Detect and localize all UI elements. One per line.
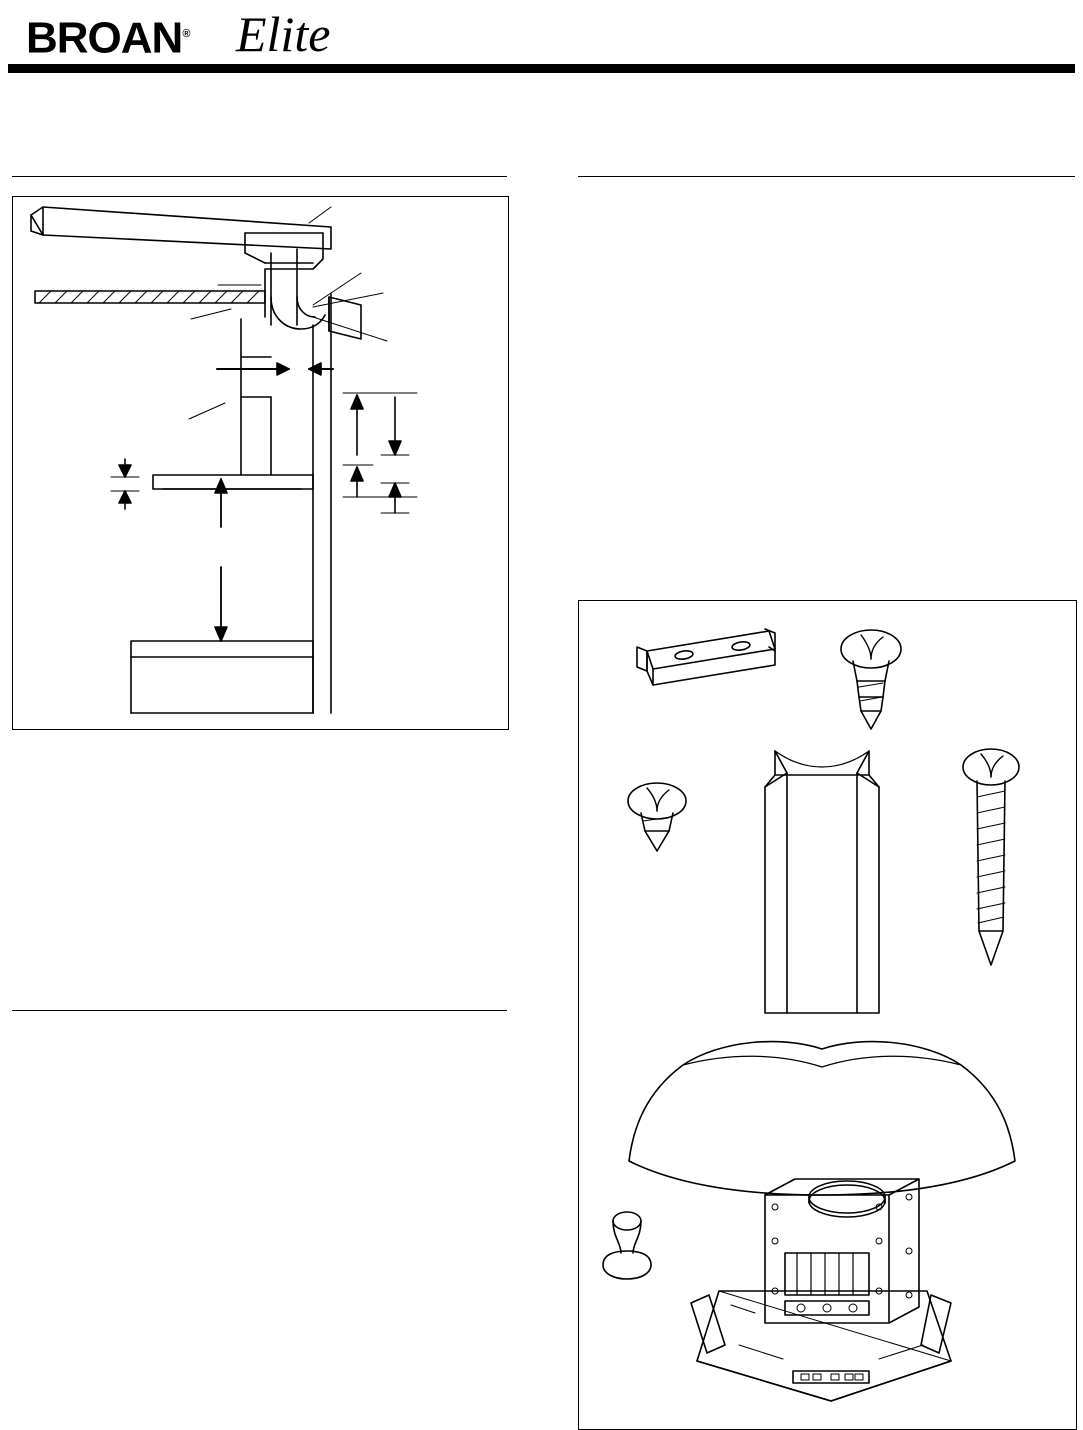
registered-mark: ® <box>182 28 190 40</box>
parts-diagram-svg <box>579 601 1076 1429</box>
clearance-diagram-svg <box>13 197 508 729</box>
short-screw-top <box>841 630 901 729</box>
elite-wordmark: Elite <box>236 6 331 62</box>
rule-left-middle <box>12 1010 507 1011</box>
rule-left-top <box>12 176 507 177</box>
knob-part <box>603 1212 651 1279</box>
blower-assembly <box>691 1179 951 1401</box>
broan-wordmark: BROAN <box>26 13 183 63</box>
long-screw <box>963 749 1019 965</box>
small-screw <box>628 783 686 851</box>
page-header <box>0 0 1083 78</box>
chimney-flue <box>765 751 879 1013</box>
parts-hardware-figure <box>578 600 1077 1430</box>
installation-clearance-figure <box>12 196 509 730</box>
curved-glass-canopy <box>629 1042 1015 1195</box>
rule-right-top <box>578 176 1075 177</box>
mounting-bracket <box>637 629 775 685</box>
broan-logo <box>26 10 189 63</box>
header-divider <box>8 64 1075 73</box>
